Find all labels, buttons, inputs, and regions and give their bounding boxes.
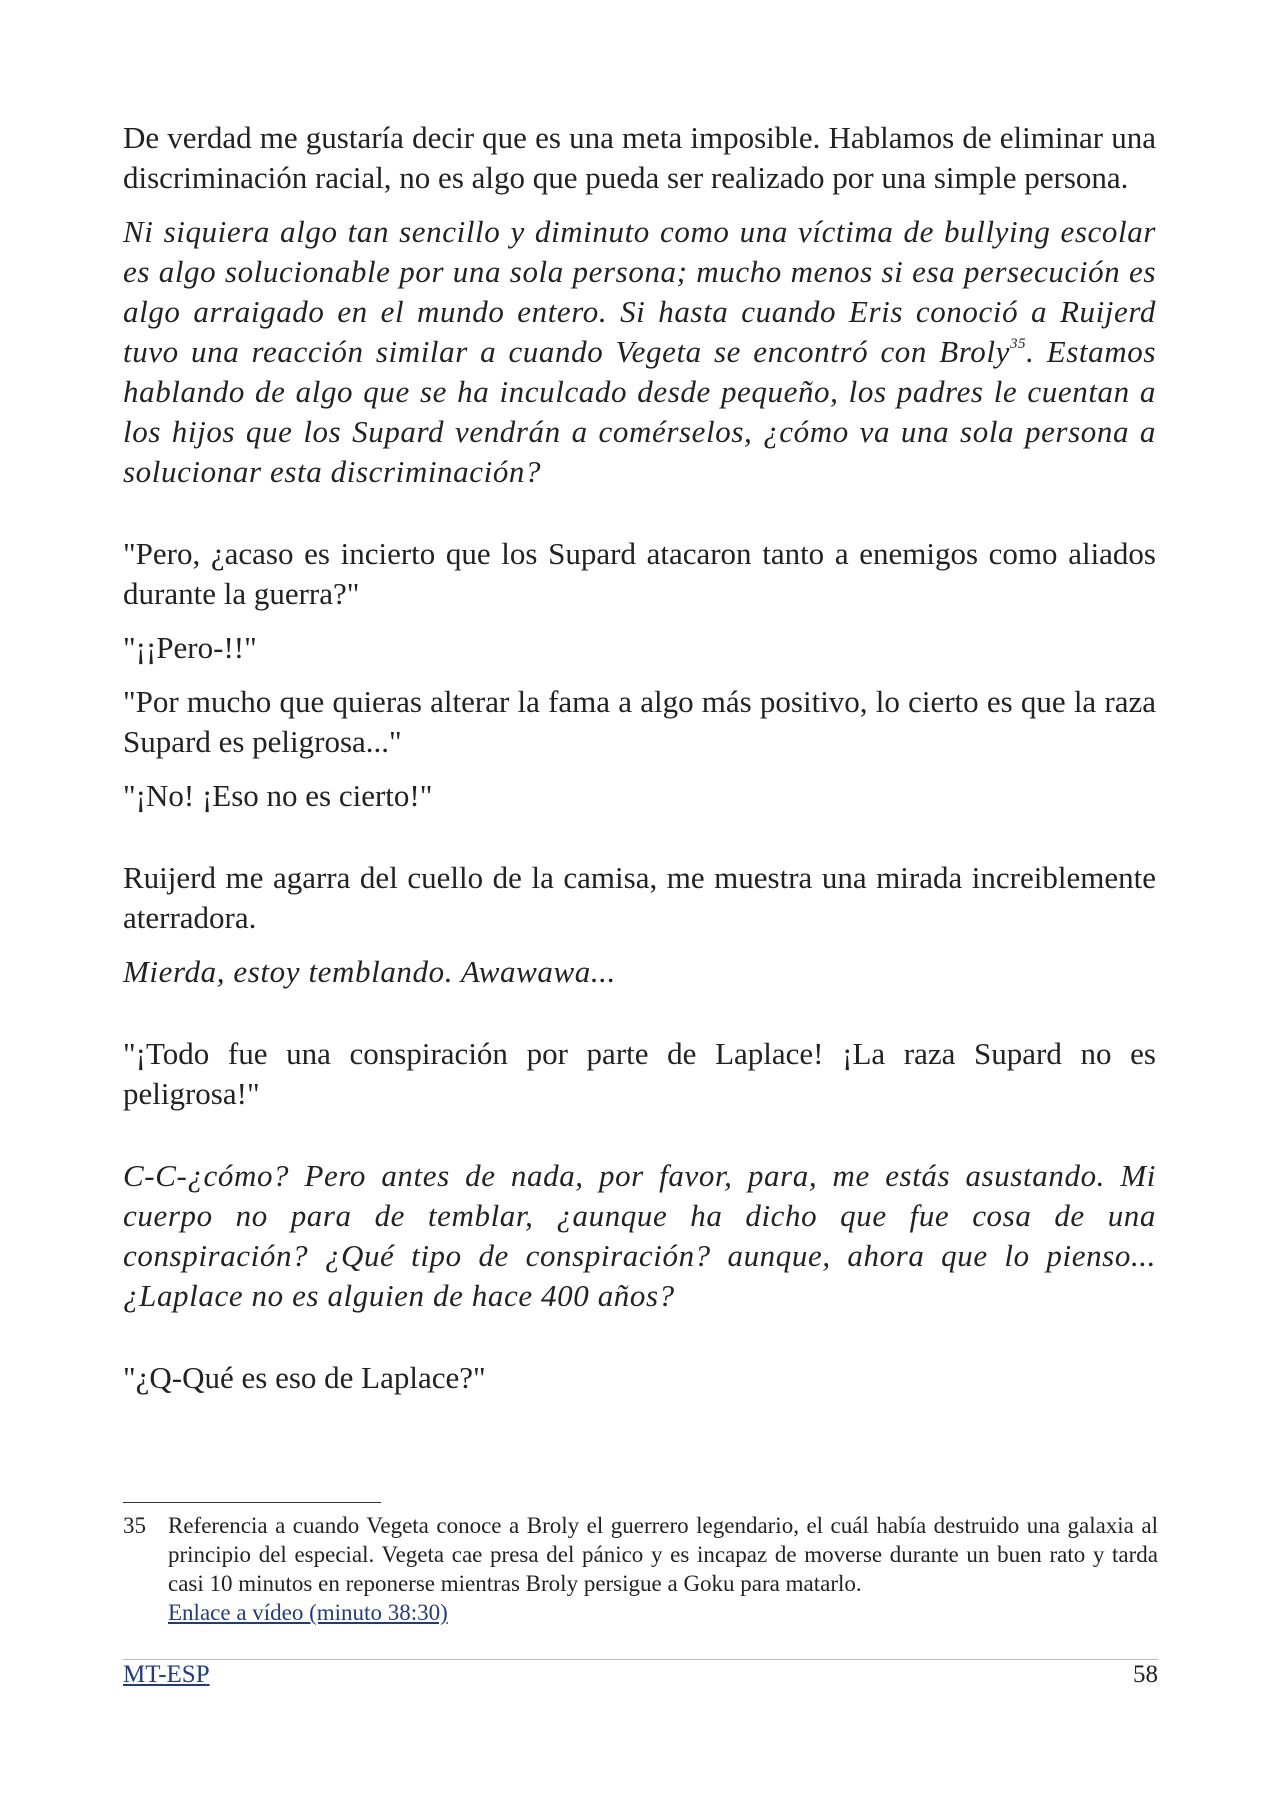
footnote [123, 1511, 1158, 1627]
dialogue-line: "¡Todo fue una conspiración por parte de Laplace! ¡La raza Supard no es peligrosa!" [123, 1036, 1156, 1111]
footer-site-link[interactable]: MT-ESP [123, 1661, 210, 1688]
paragraph-inner-thought [123, 212, 1156, 492]
narration-paragraph: Ruijerd me agarra del cuello de la camisa, me muestra una mirada increiblemente aterradora. [123, 860, 1156, 935]
dialogue-line: "Pero, ¿acaso es incierto que los Supard atacaron tanto a enemigos como aliados durante la guerra?" [123, 536, 1156, 611]
dialogue-line: "¿Q-Qué es eso de Laplace?" [123, 1360, 486, 1395]
paragraph-intro: De verdad me gustaría decir que es una meta imposible. Hablamos de eliminar una discriminación racial, no es algo que pueda ser realizado por una simple persona. [123, 120, 1156, 195]
inner-thought-paragraph: C-C-¿cómo? Pero antes de nada, por favor, para, me estás asustando. Mi cuerpo no para de temblar, ¿aunque ha dicho que fue cosa de una conspiración? ¿Qué tipo de conspiración? aunque, ahora que lo pienso... ¿Laplace no es alguien de hace 400 años? [123, 1158, 1156, 1313]
footnote-text: Referencia a cuando Vegeta conoce a Broly el guerrero legendario, el cuál había destruido una galaxia al principio del especial. Vegeta cae presa del pánico y es incapaz de moverse durante un buen rato y tarda casi 10 minutos en reponerse mientras Broly persigue a Goku para matarlo. [168, 1513, 1158, 1596]
footnote-reference[interactable]: 35 [1009, 336, 1027, 352]
thought-text-part2: . Estamos hablando de algo que se ha inculcado desde pequeño, los padres le cuentan a los hijos que los Supard vendrán a comérselos, ¿cómo va una sola persona a solucionar esta discriminación? [123, 334, 1156, 489]
footer-separator [123, 1659, 1158, 1660]
footnote-body [168, 1511, 1158, 1627]
footnote-separator [123, 1502, 381, 1503]
page-number: 58 [1133, 1661, 1158, 1688]
dialogue-line: "¡¡Pero-!!" [123, 630, 257, 665]
dialogue-line: "¡No! ¡Eso no es cierto!" [123, 778, 433, 813]
footnote-number: 35 [123, 1513, 146, 1538]
inner-thought-line: Mierda, estoy temblando. Awawawa... [123, 954, 616, 989]
thought-text-part1: Ni siquiera algo tan sencillo y diminuto como una víctima de bullying escolar es algo solucionable por una sola persona; mucho menos si esa persecución es algo arraigado en el mundo entero. Si hasta cuando Eris conoció a Ruijerd tuvo una reacción similar a cuando Vegeta se encontró con Broly [123, 214, 1156, 369]
page-body [123, 118, 1156, 1398]
footnote-video-link[interactable]: Enlace a vídeo (minuto 38:30) [168, 1600, 448, 1625]
dialogue-line: "Por mucho que quieras alterar la fama a algo más positivo, lo cierto es que la raza Supard es peligrosa..." [123, 684, 1156, 759]
